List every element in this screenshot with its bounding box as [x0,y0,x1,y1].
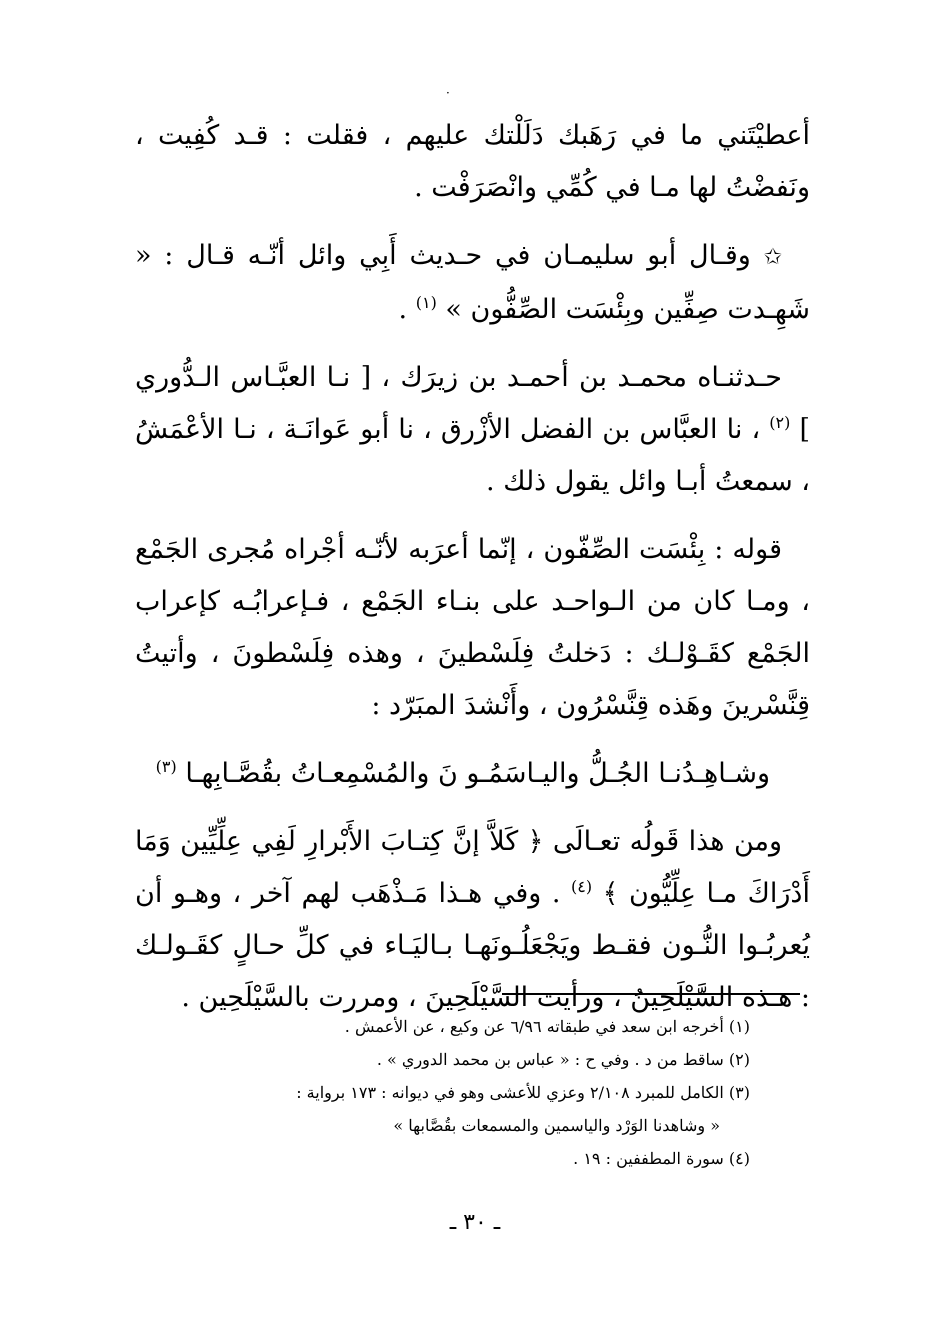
footnote-4: (٤) سورة المطففين : ١٩ . [573,1149,750,1168]
paragraph-3 [135,352,810,508]
paragraph-2-tail: . [398,294,408,325]
paragraph-5-tail: . وفي هـذا مَـذْهَب لهم آخر ، وهـو أن يُعربُـوا النُّـون فقـط ويَجْعَلُـونَهـا بـاليَـاء في كلِّ حـالٍ كقَـولـك : هـذه السَّيْلَحِينُ ، ورأيت السَّيْلَحِينَ ، ومررت بالسَّيْلَحِين . [135,878,810,1013]
footnote-2: (٢) ساقط من د . وفي ح : « عباس بن محمد الدوري » . [376,1050,750,1069]
footnote-3: (٣) الكامل للمبرد ٢/١٠٨ وعزي للأعشى وهو في ديوانه : ١٧٣ برواية : [296,1083,750,1102]
footnote-ref-4: (٤) [570,877,593,896]
page-number: ـ ٣٠ ـ [449,1210,501,1235]
paragraph-5-text: ومن هذا قَولُه تعـالَى ﴿ كَلاَّ إنَّ كِتـابَ الأَبْرارِ لَفِي عِلِّيِّين وَمَا أَدْرَاكَ مـا عِلِّيُّون ﴾ [135,826,810,909]
paragraph-2 [135,230,810,336]
footnote-3-quote: « وشاهدنا الوَرْد والياسمين والمسمعات بقُصَّابها » [393,1116,720,1135]
paragraph-3-text: حـدثنـاه محمـد بن أحمـد بن زيرَك ، [ نـا العبَّـاس الـدُّوري ] [135,362,810,445]
footnote-1: (١) أخرجه ابن سعد في طبقاته ٦/٩٦ عن وكيع ، عن الأعمش . [344,1017,750,1036]
paragraph-2-text: وقـال أبو سليمـان في حـديث أَبِي وائل أنّـه قـال : « شَهِـدت صِفِّين وبِئْسَت الصِّفُّون » [135,240,810,325]
paragraph-4 [135,524,810,732]
top-mark: · [446,86,450,100]
star-icon: ✩ [763,245,782,270]
paragraph-1-text: أعطيْتَني ما في رَهَبك دَلَلْتك عليهم ، فقلت : قـد كُفِيت ، ونَفضْتُ لها مـا في كُمِّي وانْصَرَفْت . [135,120,810,203]
footnote-separator [502,993,800,995]
verse-text: وشـاهِـدُنـا الجُـلُّ واليـاسَمُـو نَ والمُسْمِعـاتُ بقُصَّـابِهـا [185,758,770,789]
footnote-ref-2: (٢) [769,413,791,432]
main-text [135,110,810,1024]
footnotes [230,1010,750,1175]
poetry-verse [135,748,810,800]
footnote-ref-3: (٣) [155,757,177,776]
footnote-ref-1: (١) [415,293,437,312]
paragraph-1 [135,110,810,214]
paragraph-4-text: قوله : بِئْسَت الصِّفّون ، إنّما أعرَبه لأنّـه أجْراه مُجرى الجَمْع ، ومـا كان من الـواحـد على بنـاء الجَمْع ، فـإعرابُـه كإعراب الجَمْع كقَـوْلـك : دَخلتُ فِلَسْطينَ ، وهذه فِلَسْطونَ ، وأتيتُ قِنَّسْرينَ وهَذه قِنَّسْرُون ، وأَنْشدَ المبَرّد : [135,534,810,721]
paragraph-3-tail: ، نا العبَّاس بن الفضل الأزْرق ، نا أبو عَوانَـة ، نـا الأعْمَشُ ، سمعتُ أبـا وائل يقول ذلك . [135,414,810,497]
